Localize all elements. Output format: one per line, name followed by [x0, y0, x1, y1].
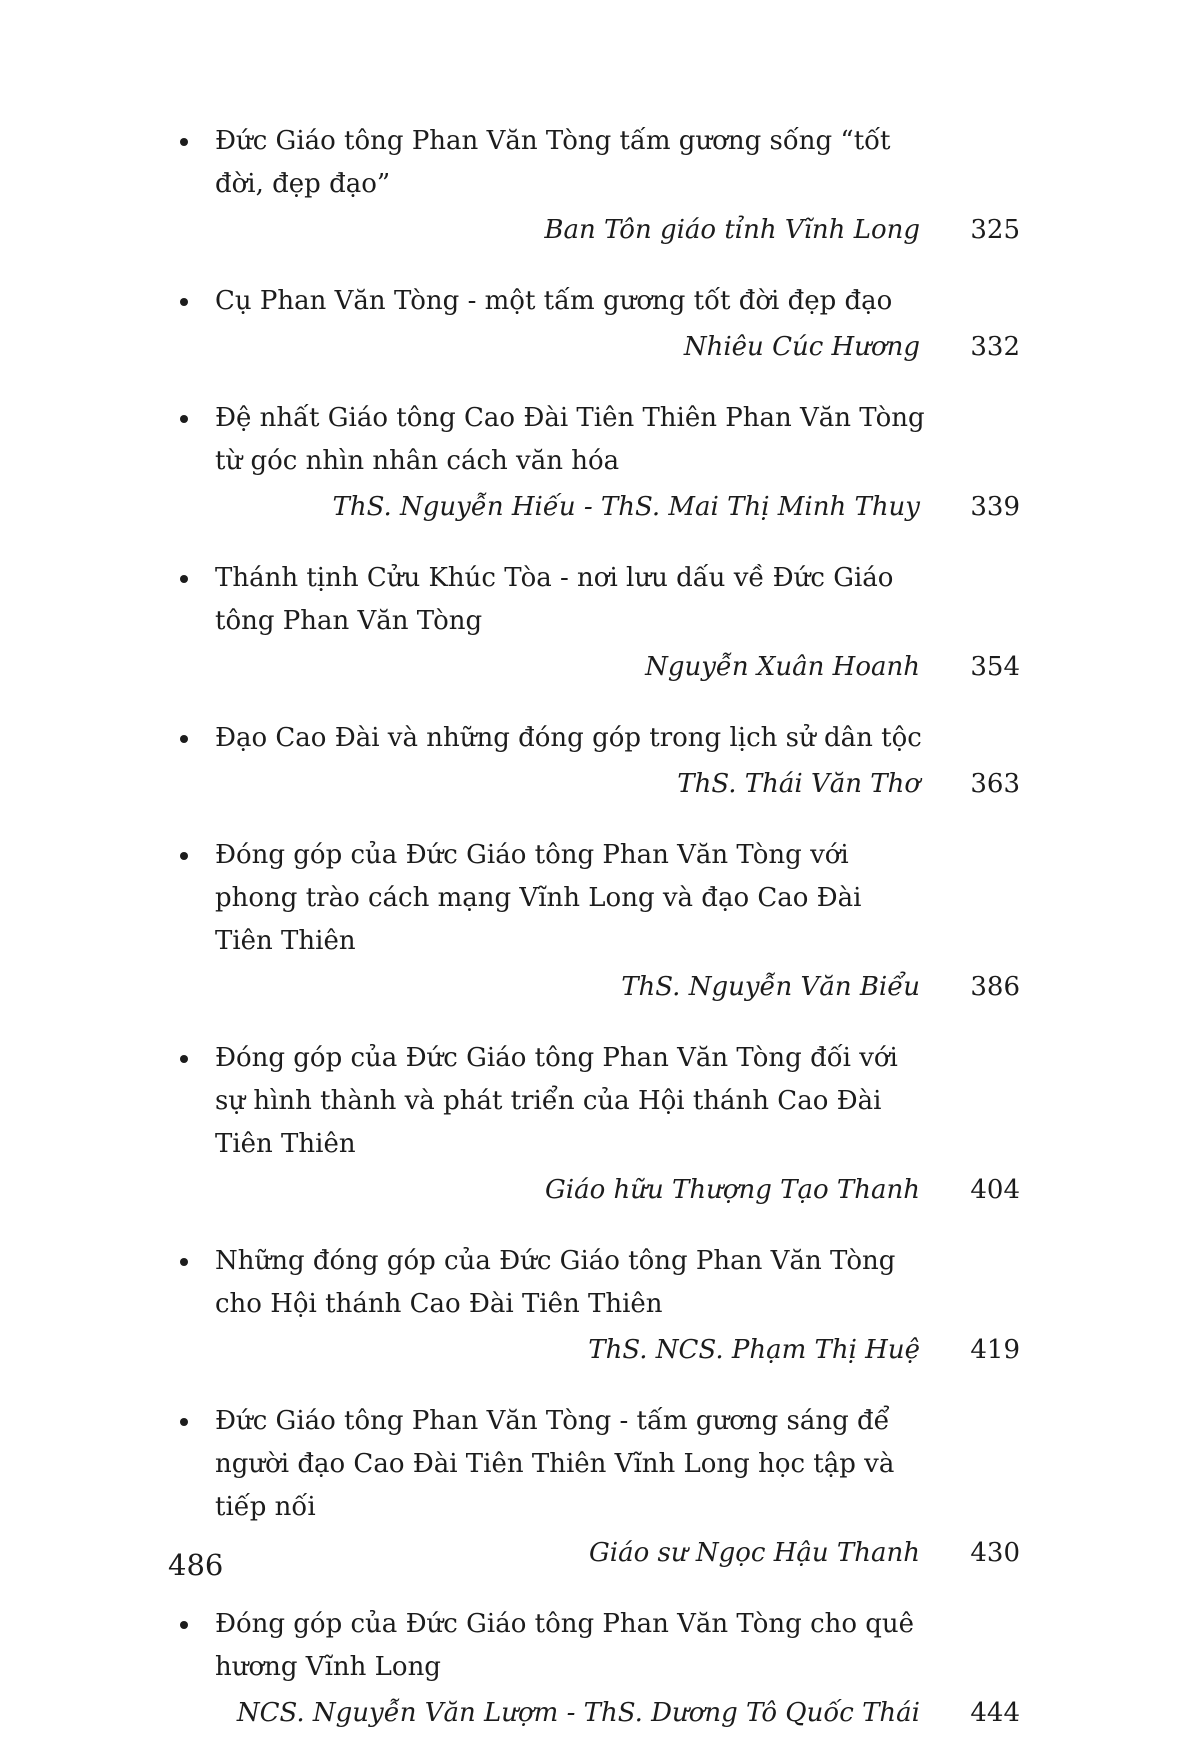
bullet-icon — [180, 138, 188, 146]
entry-page-number: 363 — [970, 769, 1020, 799]
toc-entry — [0, 1240, 1190, 1374]
entry-title: Những đóng góp của Đức Giáo tông Phan Văn Tòng cho Hội thánh Cao Đài Tiên Thiên — [215, 1246, 896, 1319]
entry-title: Đóng góp của Đức Giáo tông Phan Văn Tòng cho quê hương Vĩnh Long — [215, 1609, 915, 1682]
toc-entry — [0, 557, 1190, 691]
toc-entry — [0, 280, 1190, 371]
entry-title: Đạo Cao Đài và những đóng góp trong lịch sử dân tộc — [215, 723, 922, 753]
entry-page-number: 430 — [970, 1538, 1020, 1568]
entry-author: Nguyễn Xuân Hoanh — [645, 652, 920, 682]
entry-page-number: 419 — [970, 1335, 1020, 1365]
entry-page-number: 386 — [970, 972, 1020, 1002]
bullet-icon — [180, 852, 188, 860]
entry-title: Đóng góp của Đức Giáo tông Phan Văn Tòng đối với sự hình thành và phát triển của Hội thánh Cao Đài Tiên Thiên — [215, 1043, 898, 1159]
entry-title: Đức Giáo tông Phan Văn Tòng tấm gương sống “tốt đời, đẹp đạo” — [215, 126, 891, 199]
toc-entry — [0, 834, 1190, 1011]
entry-title: Đức Giáo tông Phan Văn Tòng - tấm gương sáng để người đạo Cao Đài Tiên Thiên Vĩnh Long học tập và tiếp nối — [215, 1406, 895, 1522]
entry-title: Đóng góp của Đức Giáo tông Phan Văn Tòng với phong trào cách mạng Vĩnh Long và đạo Cao Đài Tiên Thiên — [215, 840, 862, 956]
table-of-contents — [0, 120, 1190, 1763]
entry-author: ThS. Nguyễn Văn Biểu — [621, 972, 920, 1002]
toc-entry — [0, 717, 1190, 808]
entry-author: NCS. Nguyễn Văn Lượm - ThS. Dương Tô Quốc Thái — [236, 1698, 920, 1728]
entry-page-number: 354 — [970, 652, 1020, 682]
toc-entry — [0, 1037, 1190, 1214]
bullet-icon — [180, 575, 188, 583]
entry-author: ThS. Nguyễn Hiếu - ThS. Mai Thị Minh Thuy — [332, 492, 920, 522]
entry-page-number: 332 — [970, 332, 1020, 362]
entry-page-number: 404 — [970, 1175, 1020, 1205]
toc-entry — [0, 1603, 1190, 1737]
bullet-icon — [180, 735, 188, 743]
bullet-icon — [180, 1418, 188, 1426]
entry-page-number: 444 — [970, 1698, 1020, 1728]
bullet-icon — [180, 1621, 188, 1629]
entry-author: Nhiêu Cúc Hương — [683, 332, 920, 362]
entry-title: Đệ nhất Giáo tông Cao Đài Tiên Thiên Phan Văn Tòng từ góc nhìn nhân cách văn hóa — [215, 403, 925, 476]
bullet-icon — [180, 298, 188, 306]
bullet-icon — [180, 1258, 188, 1266]
entry-author: ThS. NCS. Phạm Thị Huệ — [588, 1335, 920, 1365]
entry-page-number: 339 — [970, 492, 1020, 522]
toc-entry — [0, 397, 1190, 531]
entry-author: Giáo sư Ngọc Hậu Thanh — [589, 1538, 920, 1568]
entry-author: Giáo hữu Thượng Tạo Thanh — [545, 1175, 920, 1205]
bullet-icon — [180, 1055, 188, 1063]
entry-author: Ban Tôn giáo tỉnh Vĩnh Long — [544, 215, 920, 245]
entry-page-number: 325 — [970, 215, 1020, 245]
entry-author: ThS. Thái Văn Thơ — [677, 769, 920, 799]
entry-title: Cụ Phan Văn Tòng - một tấm gương tốt đời đẹp đạo — [215, 286, 893, 316]
toc-entry — [0, 120, 1190, 254]
bullet-icon — [180, 415, 188, 423]
entry-title: Thánh tịnh Cửu Khúc Tòa - nơi lưu dấu về Đức Giáo tông Phan Văn Tòng — [215, 563, 894, 636]
page-number: 486 — [168, 1548, 224, 1582]
